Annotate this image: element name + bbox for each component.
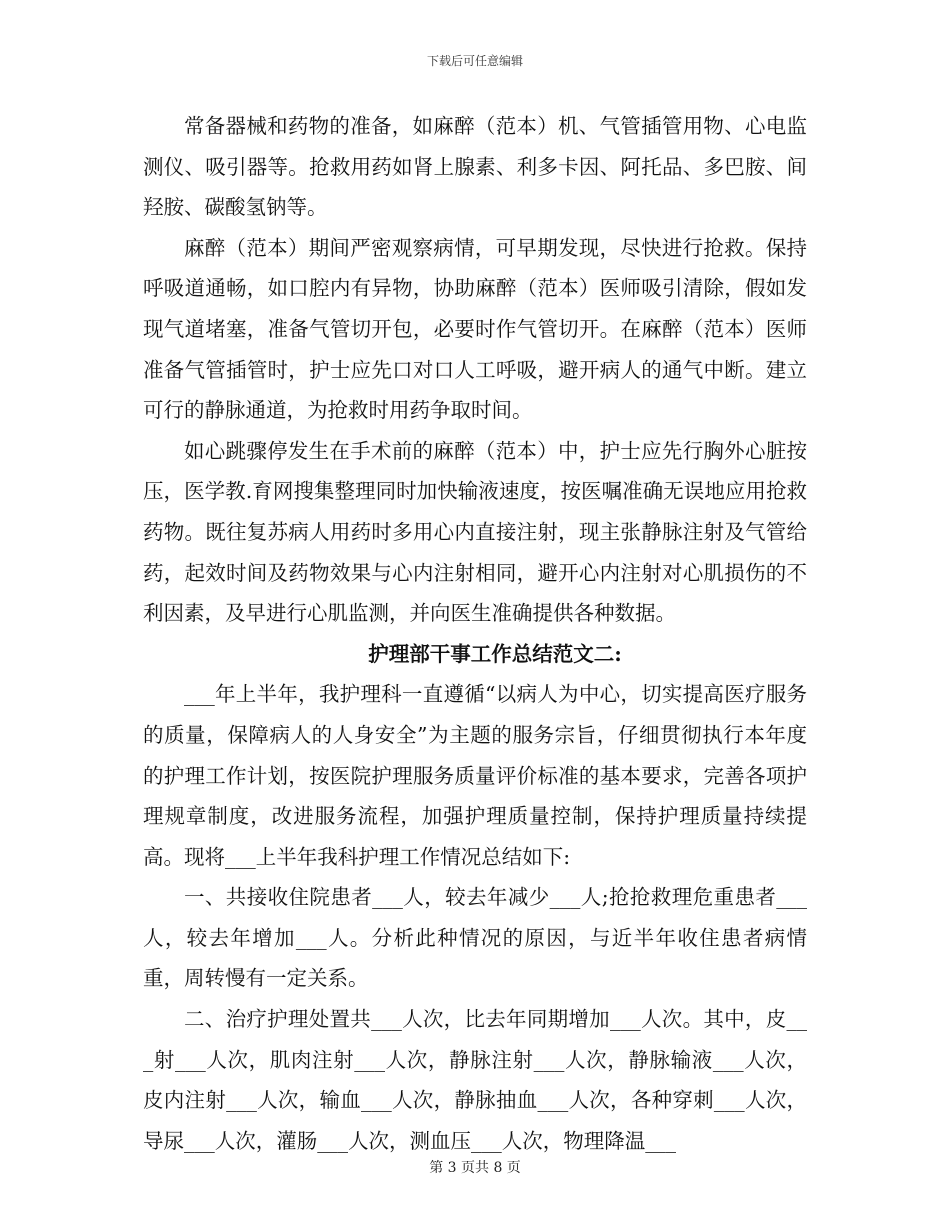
- paragraph-patients-received: 一、共接收住院患者___人，较去年减少___人;抢抢救理危重患者___人，较去年增加___人。分析此种情况的原因，与近半年收住患者病情重，周转慢有一定关系。: [143, 885, 807, 991]
- section-title: 护理部干事工作总结范文二:: [368, 641, 622, 666]
- paragraph-treatment-count: 二、治疗护理处置共___人次，比去年同期增加___人次。其中，皮___射___人次，肌肉注射___人次，静脉注射___人次，静脉输液___人次，皮内注射___人次，输血___人次，静脉抽血___人次，各种穿刺___人次，导尿___人次，灌肠___人次，测血压___人次，物理降温___: [143, 1007, 807, 1153]
- paragraph-anesthesia-observation: 麻醉（范本）期间严密观察病情，可早期发现，尽快进行抢救。保持呼吸道通畅，如口腔内有异物，协助麻醉（范本）医师吸引清除，假如发现气道堵塞，准备气管切开包，必要时作气管切开。在麻醉（范本）医师准备气管插管时，护士应先口对口人工呼吸，避开病人的通气中断。建立可行的静脉通道，为抢救时用药争取时间。: [143, 235, 807, 423]
- paragraph-summary-intro: ___年上半年，我护理科一直遵循“以病人为中心，切实提高医疗服务的质量，保障病人的人身安全”为主题的服务宗旨，仔细贯彻执行本年度的护理工作计划，按医院护理服务质量评价标准的基本要求，完善各项护理规章制度，改进服务流程，加强护理质量控制，保持护理质量持续提高。现将___上半年我科护理工作情况总结如下:: [143, 682, 807, 869]
- paragraph-equipment-preparation: 常备器械和药物的准备，如麻醉（范本）机、气管插管用物、心电监测仪、吸引器等。抢救用药如肾上腺素、利多卡因、阿托品、多巴胺、间羟胺、碳酸氢钠等。: [143, 114, 807, 220]
- page-footer: 第 3 页共 8 页: [429, 1160, 521, 1176]
- document-body: [143, 106, 807, 1161]
- page-header: 下载后可任意编辑: [426, 54, 523, 68]
- paragraph-cardiac-arrest: 如心跳骤停发生在手术前的麻醉（范本）中，护士应先行胸外心脏按压，医学教.育网搜集整理同时加快输液速度，按医嘱准确无误地应用抢救药物。既往复苏病人用药时多用心内直接注射，现主张静脉注射及气管给药，起效时间及药物效果与心内注射相同，避开心内注射对心肌损伤的不利因素，及早进行心肌监测，并向医生准确提供各种数据。: [143, 438, 807, 626]
